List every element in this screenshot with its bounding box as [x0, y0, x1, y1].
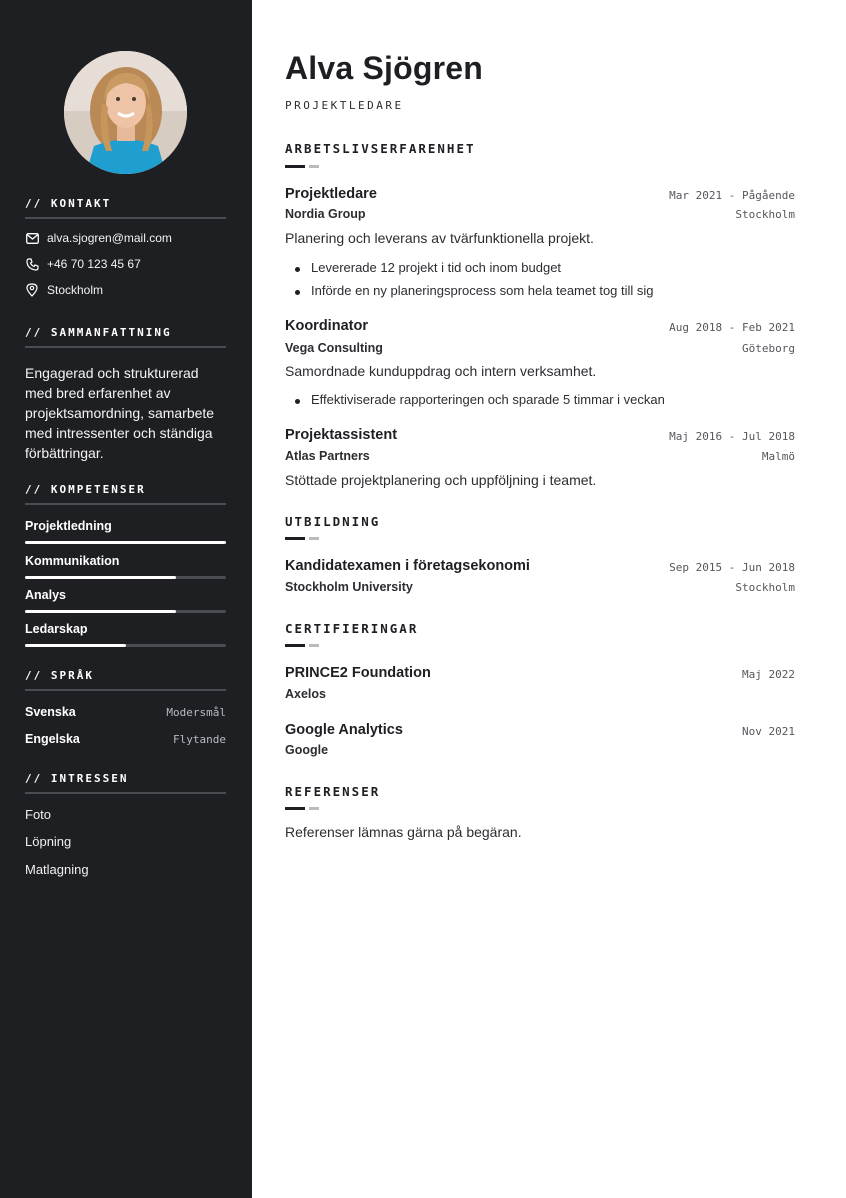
certifications-heading: CERTIFIERINGAR	[285, 621, 419, 636]
language-name: Engelska	[25, 732, 80, 746]
job-location: Göteborg	[742, 342, 795, 355]
interests-section	[25, 772, 226, 877]
language-level: Modersmål	[166, 706, 226, 719]
section-divider	[285, 165, 325, 168]
skills-heading: // KOMPETENSER	[25, 483, 226, 505]
skill-track	[25, 644, 226, 647]
job-title-entry: Koordinator	[285, 318, 368, 334]
job-org: Atlas Partners	[285, 449, 370, 463]
education-heading: UTBILDNING	[285, 514, 381, 529]
summary-heading: // SAMMANFATTNING	[25, 326, 226, 348]
summary-text: Engagerad och strukturerad med bred erfarenhet av projektsamordning, samarbete med intressenter och ständiga förbättringar.	[25, 365, 215, 461]
skill-fill	[25, 541, 226, 544]
job-location: Malmö	[761, 450, 795, 463]
contact-email-text: alva.sjogren@mail.com	[47, 231, 172, 245]
summary-section	[25, 326, 226, 463]
skill-label: Analys	[25, 588, 66, 602]
certification-org: Google	[285, 743, 329, 757]
contact-phone-text: +46 70 123 45 67	[47, 257, 141, 271]
job-title: PROJEKTLEDARE	[285, 99, 404, 112]
sidebar	[0, 0, 252, 1198]
education-title: Kandidatexamen i företagsekonomi	[285, 558, 530, 574]
job-desc: Planering och leverans av tvärfunktionella projekt.	[285, 230, 594, 246]
job-bullet	[295, 260, 561, 275]
job-org: Vega Consulting	[285, 341, 383, 355]
mail-icon	[25, 231, 39, 245]
language-level: Flytande	[173, 733, 226, 746]
certification-title: Google Analytics	[285, 722, 403, 738]
education-org: Stockholm University	[285, 580, 413, 594]
certification-org: Axelos	[285, 687, 326, 701]
skill-label: Kommunikation	[25, 554, 120, 568]
interest-item: Matlagning	[25, 862, 89, 877]
skill-item	[25, 519, 226, 533]
phone-icon	[25, 257, 39, 271]
section-divider	[285, 537, 325, 540]
skill-fill	[25, 576, 176, 579]
language-row	[25, 705, 226, 719]
skill-item	[25, 588, 226, 602]
education-date: Sep 2015 - Jun 2018	[669, 561, 795, 574]
contact-section	[25, 197, 226, 297]
skill-track	[25, 541, 226, 544]
certification-date: Maj 2022	[742, 668, 795, 681]
skill-item	[25, 554, 226, 568]
contact-phone[interactable]	[25, 257, 141, 271]
job-title-entry: Projektassistent	[285, 427, 398, 443]
skill-fill	[25, 644, 126, 647]
job-date: Mar 2021 - Pågående	[669, 189, 795, 202]
contact-heading: // KONTAKT	[25, 197, 226, 219]
education-location: Stockholm	[735, 581, 795, 594]
contact-location-text: Stockholm	[47, 283, 104, 297]
skill-track	[25, 576, 226, 579]
contact-location	[25, 283, 103, 297]
languages-section	[25, 669, 226, 746]
job-org: Nordia Group	[285, 207, 366, 221]
job-bullet-text: Införde en ny planeringsprocess som hela teamet tog till sig	[311, 283, 654, 298]
skills-section	[25, 483, 226, 636]
contact-email[interactable]	[25, 231, 172, 245]
skill-track	[25, 610, 226, 613]
job-bullet	[295, 283, 654, 298]
language-name: Svenska	[25, 705, 76, 719]
skill-fill	[25, 610, 176, 613]
job-date: Aug 2018 - Feb 2021	[669, 321, 795, 334]
page-title: Alva Sjögren	[285, 50, 484, 86]
experience-heading: ARBETSLIVSERFARENHET	[285, 141, 476, 156]
job-bullet-text: Effektiviserade rapporteringen och sparade 5 timmar i veckan	[311, 392, 665, 407]
certification-title: PRINCE2 Foundation	[285, 665, 431, 681]
references-text: Referenser lämnas gärna på begäran.	[285, 824, 522, 840]
section-divider	[285, 807, 325, 810]
job-desc: Stöttade projektplanering och uppföljning i teamet.	[285, 472, 597, 488]
job-bullet-text: Levererade 12 projekt i tid och inom budget	[311, 260, 562, 275]
certification-date: Nov 2021	[742, 725, 795, 738]
skill-label: Projektledning	[25, 519, 112, 533]
location-pin-icon	[25, 283, 39, 297]
interest-item: Löpning	[25, 834, 72, 849]
job-desc: Samordnade kunduppdrag och intern verksamhet.	[285, 363, 597, 379]
profile-photo	[64, 51, 187, 174]
section-divider	[285, 644, 325, 647]
job-bullet	[295, 392, 665, 407]
interests-heading: // INTRESSEN	[25, 772, 226, 794]
job-location: Stockholm	[735, 208, 795, 221]
references-heading: REFERENSER	[285, 784, 381, 799]
job-title-entry: Projektledare	[285, 186, 377, 202]
languages-heading: // SPRÅK	[25, 669, 226, 691]
interest-item: Foto	[25, 807, 52, 822]
job-date: Maj 2016 - Jul 2018	[669, 430, 795, 443]
language-row	[25, 732, 226, 746]
skill-item	[25, 622, 226, 636]
skill-label: Ledarskap	[25, 622, 88, 636]
